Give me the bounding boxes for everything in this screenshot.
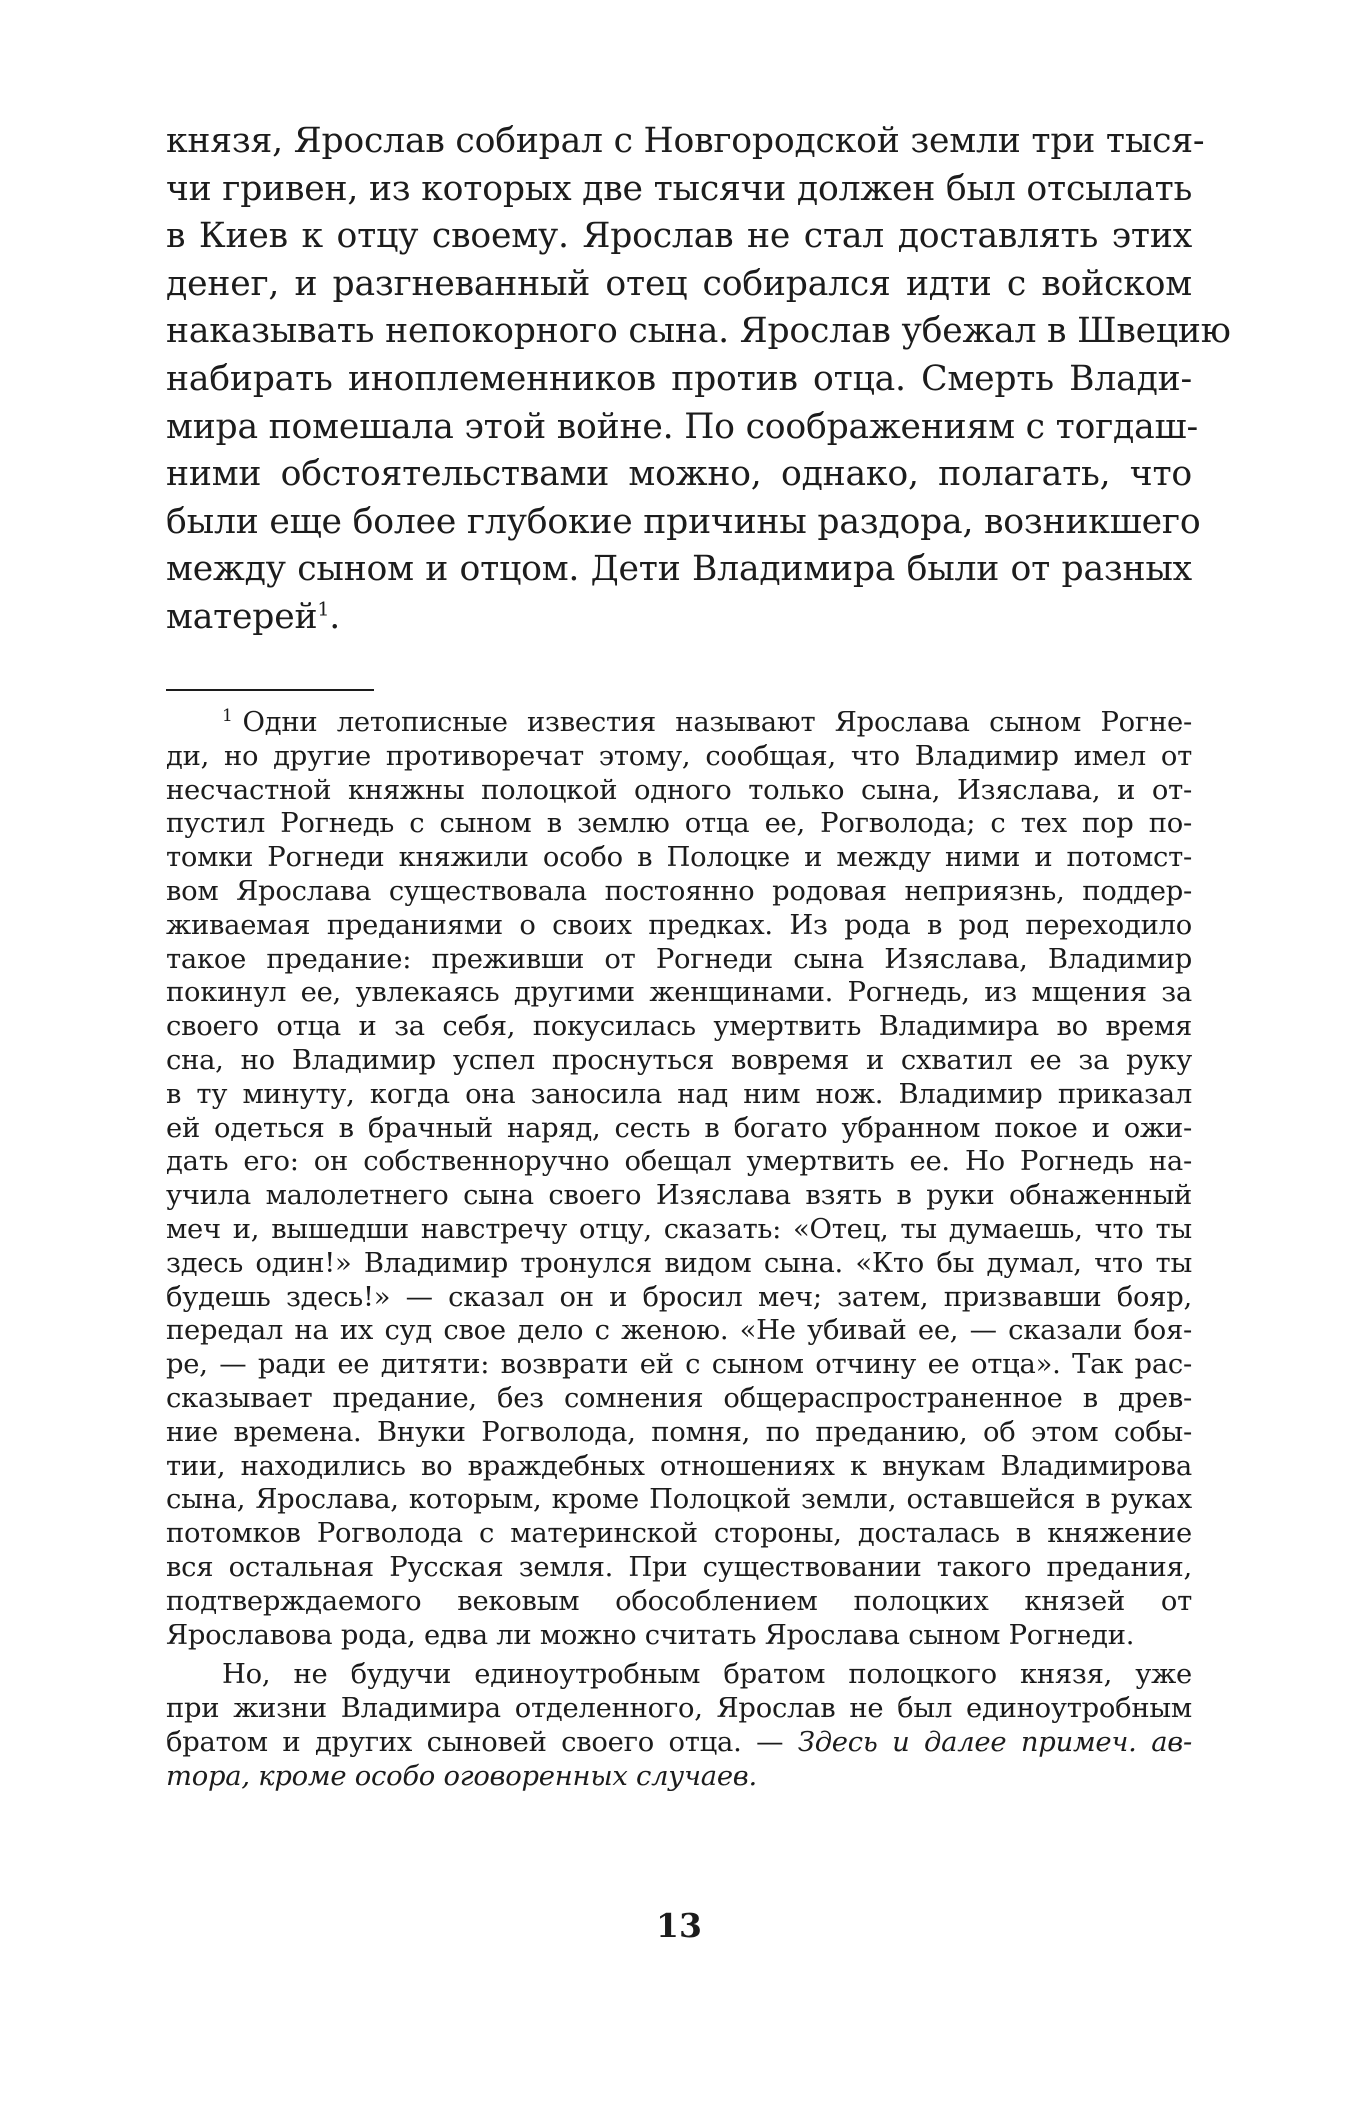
main-line: денег, и разгневанный отец собирался идти с войском <box>166 263 1192 304</box>
footnote-reference[interactable]: 1 <box>317 598 330 621</box>
footnote-line: подтверждаемого вековым обособлением полоцких князей от <box>166 1585 1192 1617</box>
footnote-line: томки Рогнеди княжили особо в Полоцке и между ними и потомст- <box>166 842 1192 874</box>
footnote-line: такое предание: преживши от Рогнеди сына Изяслава, Владимир <box>166 943 1192 975</box>
main-line: в Киев к отцу своему. Ярослав не стал доставлять этих <box>166 216 1192 257</box>
footnote-paragraph-2 <box>166 1658 1192 1793</box>
main-last-word: матерей <box>166 596 318 637</box>
footnote-paragraph-1 <box>166 706 1192 1652</box>
footnote-line-text: братом и других сыновей своего отца. — <box>166 1726 784 1758</box>
author-note-italic: тора, кроме особо оговоренных случаев. <box>166 1760 757 1792</box>
footnote-line: меч и, вышедши навстречу отцу, сказать: «Отец, ты думаешь, что ты <box>166 1213 1192 1245</box>
footnote-line: ей одеться в брачный наряд, сесть в богато убранном покое и ожи- <box>166 1112 1192 1144</box>
footnote-line: ре, — ради ее дитяти: возврати ей с сыном отчину ее отца». Так рас- <box>166 1349 1192 1381</box>
footnote-line: потомков Рогволода с материнской стороны, досталась в княжение <box>166 1518 1192 1550</box>
footnote-line: покинул ее, увлекаясь другими женщинами. Рогнедь, из мщения за <box>166 977 1192 1009</box>
main-line: набирать иноплеменников против отца. Смерть Влади- <box>166 358 1192 399</box>
main-line: мира помешала этой войне. По соображениям с тогдаш- <box>166 406 1198 447</box>
footnote-line: Но, не будучи единоутробным братом полоцкого князя, уже <box>222 1659 1192 1691</box>
footnote-line <box>166 706 1192 740</box>
page-number: 13 <box>656 1906 702 1945</box>
footnote-line: живаемая преданиями о своих предках. Из рода в род переходило <box>166 909 1192 941</box>
footnote-line: пустил Рогнедь с сыном в землю отца ее, Рогволода; с тех пор по- <box>166 808 1192 840</box>
footnote-line: вся остальная Русская земля. При существовании такого предания, <box>166 1551 1192 1583</box>
main-line: князя, Ярослав собирал с Новгородской земли три тыся- <box>166 121 1205 161</box>
footnote-line-text: Одни летописные известия называют Ярослава сыном Рогне- <box>242 707 1192 738</box>
footnote-line: Ярославова рода, едва ли можно считать Ярослава сыном Рогнеди. <box>166 1619 1135 1651</box>
footnote-line: своего отца и за себя, покусилась умертвить Владимира во время <box>166 1011 1192 1043</box>
footnote-number: 1 <box>222 705 233 726</box>
footnote-line: при жизни Владимира отделенного, Ярослав не был единоутробным <box>166 1693 1192 1725</box>
footnote-line: дать его: он собственноручно обещал умертвить ее. Но Рогнедь на- <box>166 1146 1192 1178</box>
author-note-italic: Здесь и далее примеч. ав- <box>797 1726 1192 1758</box>
book-page <box>166 118 1231 1945</box>
main-line: между сыном и отцом. Дети Владимира были от разных <box>166 549 1192 590</box>
footnote-line: в ту минуту, когда она заносила над ним нож. Владимир приказал <box>166 1078 1192 1110</box>
main-line: были еще более глубокие причины раздора, возникшего <box>166 501 1201 542</box>
main-line: чи гривен, из которых две тысячи должен был отсылать <box>166 168 1193 209</box>
footnote-line: будешь здесь!» — сказал он и бросил меч; затем, призвавши бояр, <box>166 1281 1192 1313</box>
main-line-last: матерей$^1$. <box>166 596 341 637</box>
footnote-line: сна, но Владимир успел проснуться вовремя и схватил ее за руку <box>166 1044 1192 1076</box>
footnote-line: сказывает предание, без сомнения общераспространенное в древ- <box>166 1382 1192 1414</box>
footnote-line: учила малолетнего сына своего Изяслава взять в руки обнаженный <box>166 1180 1192 1212</box>
main-line: наказывать непокорного сына. Ярослав убежал в Швецию <box>166 311 1231 352</box>
footnote <box>166 706 1192 1794</box>
main-line: ними обстоятельствами можно, однако, полагать, что <box>166 454 1192 495</box>
footnote-line: передал на их суд свое дело с женою. «Не убивай ее, — сказали боя- <box>166 1315 1192 1347</box>
main-paragraph <box>166 118 1231 642</box>
footnote-line: вом Ярослава существовала постоянно родовая неприязнь, поддер- <box>166 875 1192 907</box>
footnote-line: тии, находились во враждебных отношениях к внукам Владимирова <box>166 1450 1192 1482</box>
footnote-line: ди, но другие противоречат этому, сообщая, что Владимир имел от <box>166 740 1192 772</box>
footnote-line: здесь один!» Владимир тронулся видом сына. «Кто бы думал, что ты <box>166 1247 1192 1279</box>
footnote-line <box>166 1726 1192 1760</box>
footnote-divider <box>166 689 374 691</box>
footnote-line: ние времена. Внуки Рогволода, помня, по преданию, об этом собы- <box>166 1416 1192 1448</box>
footnote-line: несчастной княжны полоцкой одного только сына, Изяслава, и от- <box>166 774 1192 806</box>
footnote-line: сына, Ярослава, которым, кроме Полоцкой земли, оставшейся в руках <box>166 1484 1192 1516</box>
